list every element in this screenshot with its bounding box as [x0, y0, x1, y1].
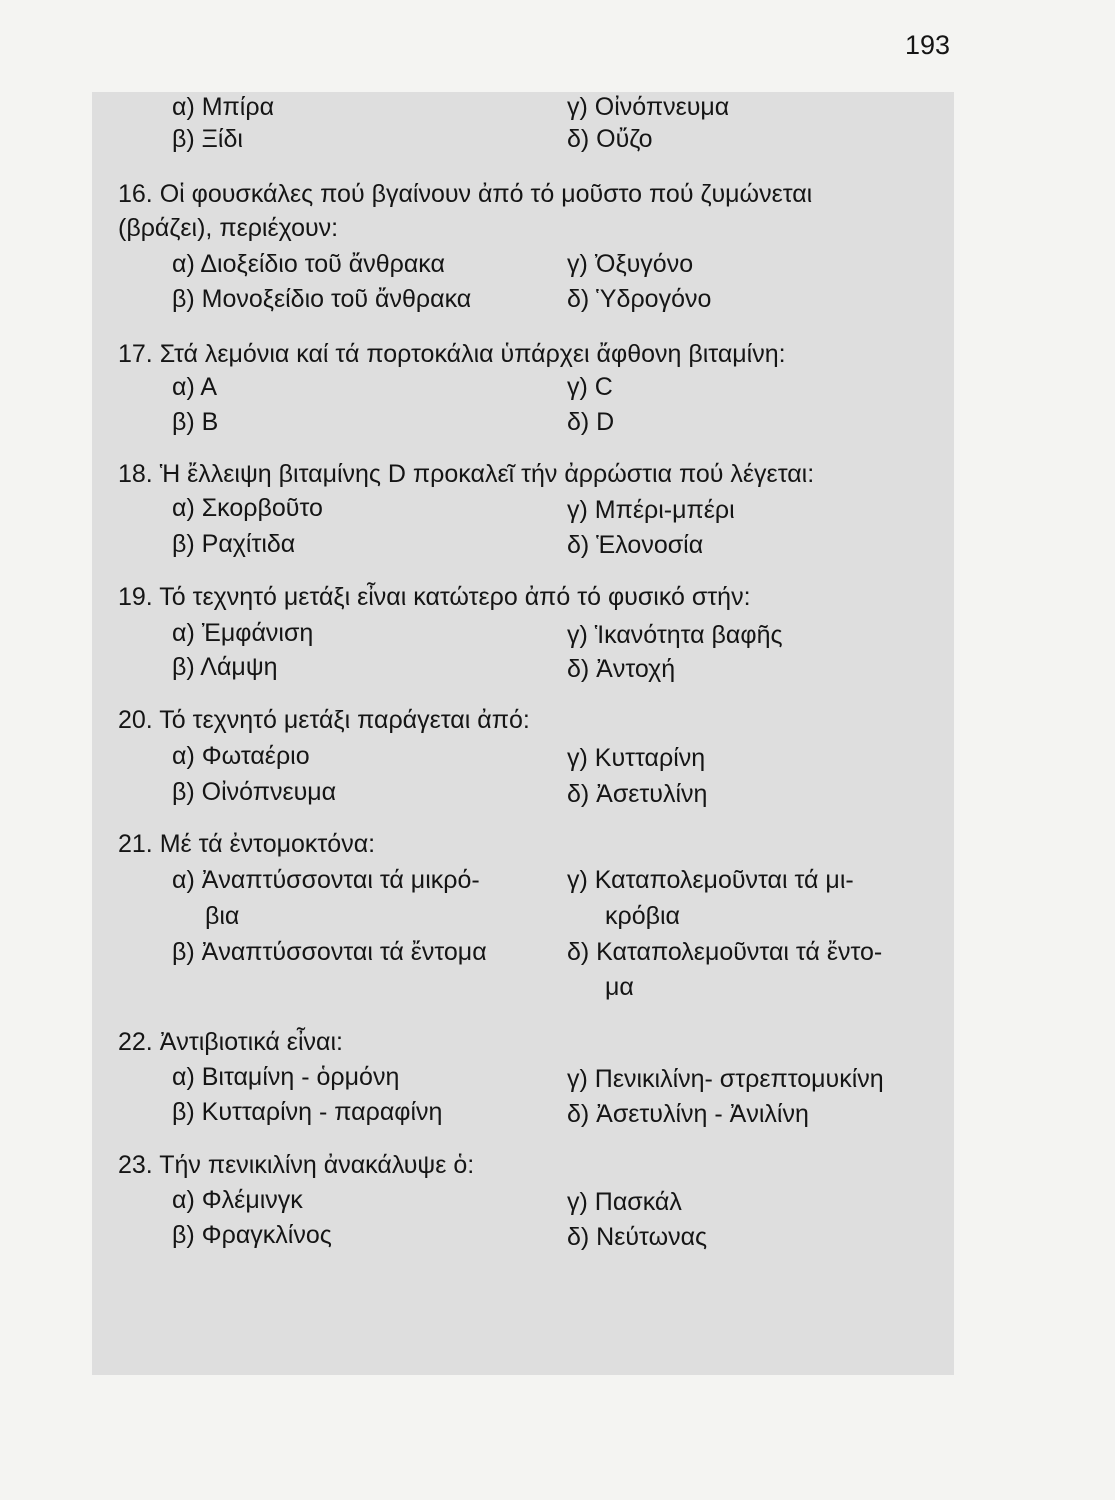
- q15-option-b: β) Ξίδι: [172, 125, 243, 153]
- q23-option-a: α) Φλέμινγκ: [172, 1186, 303, 1214]
- q20-option-a: α) Φωταέριο: [172, 742, 310, 770]
- q17-option-b: β) Β: [172, 408, 219, 436]
- q15-option-g: γ) Οἰνόπνευμα: [567, 93, 730, 121]
- q23-option-d: δ) Νεύτωνας: [567, 1223, 708, 1251]
- q23-option-g: γ) Πασκάλ: [567, 1188, 682, 1216]
- q16-option-d: δ) Ὑδρογόνο: [567, 285, 712, 313]
- q21-option-g-line1: γ) Καταπολεμοῦνται τά μι-: [567, 866, 854, 894]
- q18-option-a: α) Σκορβοῦτο: [172, 494, 323, 522]
- q22-option-b: β) Κυτταρίνη - παραφίνη: [172, 1098, 443, 1126]
- q17-text: 17. Στά λεμόνια καί τά πορτοκάλια ὑπάρχει ἄφθονη βιταμίνη:: [118, 340, 786, 368]
- q17-option-g: γ) C: [567, 373, 613, 401]
- q18-text: 18. Ἡ ἔλλειψη βιταμίνης D προκαλεῖ τήν ἀρρώστια πού λέγεται:: [118, 460, 815, 488]
- q17-option-d: δ) D: [567, 408, 615, 436]
- page-number: 193: [905, 30, 951, 60]
- q19-option-b: β) Λάμψη: [172, 653, 278, 681]
- q21-option-g-line2: κρόβια: [605, 902, 681, 930]
- q18-option-g: γ) Μπέρι-μπέρι: [567, 496, 735, 524]
- q22-option-d: δ) Ἀσετυλίνη - Ἀνιλίνη: [567, 1100, 809, 1128]
- q21-text: 21. Μέ τά ἐντομοκτόνα:: [118, 830, 376, 858]
- q22-option-g: γ) Πενικιλίνη- στρεπτομυκίνη: [567, 1065, 884, 1093]
- q21-option-b: β) Ἀναπτύσσονται τά ἔντομα: [172, 938, 487, 966]
- q18-option-b: β) Ραχίτιδα: [172, 530, 296, 558]
- q23-option-b: β) Φραγκλίνος: [172, 1221, 332, 1249]
- q20-option-g: γ) Κυτταρίνη: [567, 744, 706, 772]
- q21-option-d-line1: δ) Καταπολεμοῦνται τά ἔντο-: [567, 938, 883, 966]
- q19-option-a: α) Ἐμφάνιση: [172, 619, 314, 647]
- q20-option-b: β) Οἰνόπνευμα: [172, 778, 337, 806]
- q19-option-g: γ) Ἱκανότητα βαφῆς: [567, 621, 783, 649]
- q15-option-d: δ) Οὔζο: [567, 125, 653, 153]
- q17-option-a: α) Α: [172, 373, 218, 401]
- q16-text-line1: 16. Οἱ φουσκάλες πού βγαίνουν ἀπό τό μοῦστο πού ζυμώνεται: [118, 180, 813, 208]
- q20-text: 20. Τό τεχνητό μετάξι παράγεται ἀπό:: [118, 706, 530, 734]
- q19-option-d: δ) Ἀντοχή: [567, 655, 676, 683]
- q16-option-b: β) Μονοξείδιο τοῦ ἄνθρακα: [172, 285, 472, 313]
- q21-option-a-line2: βια: [205, 902, 240, 930]
- q22-text: 22. Ἀντιβιοτικά εἶναι:: [118, 1028, 343, 1056]
- q18-option-d: δ) Ἑλονοσία: [567, 531, 704, 559]
- q21-option-a-line1: α) Ἀναπτύσσονται τά μικρό-: [172, 866, 480, 894]
- q15-option-a: α) Μπίρα: [172, 93, 275, 121]
- q22-option-a: α) Βιταμίνη - ὁρμόνη: [172, 1063, 400, 1091]
- q16-option-g: γ) Ὀξυγόνο: [567, 250, 694, 278]
- q16-option-a: α) Διοξείδιο τοῦ ἄνθρακα: [172, 250, 445, 278]
- q21-option-d-line2: μα: [605, 973, 634, 1001]
- q16-text-line2: (βράζει), περιέχουν:: [118, 214, 339, 242]
- q20-option-d: δ) Ἀσετυλίνη: [567, 780, 708, 808]
- q19-text: 19. Τό τεχνητό μετάξι εἶναι κατώτερο ἀπό τό φυσικό στήν:: [118, 583, 751, 611]
- q23-text: 23. Τήν πενικιλίνη ἀνακάλυψε ὁ:: [118, 1151, 475, 1179]
